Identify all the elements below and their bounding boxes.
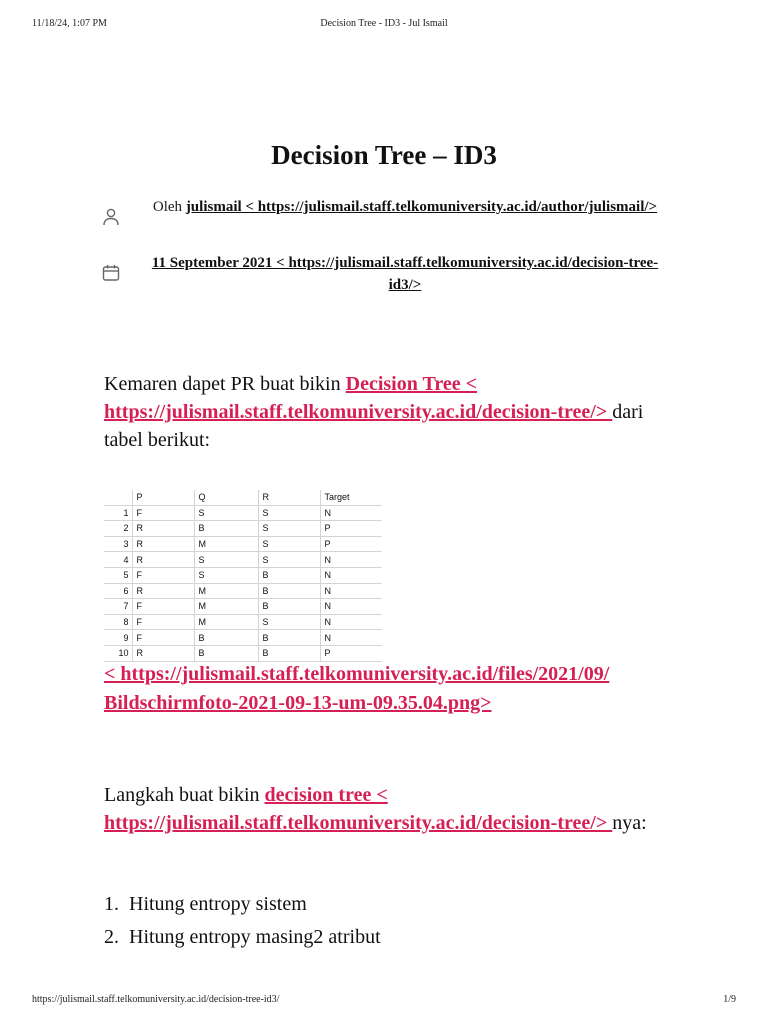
table-cell: B bbox=[194, 630, 258, 646]
step-text: Hitung entropy masing2 atribut bbox=[129, 926, 381, 948]
table-cell: B bbox=[258, 583, 320, 599]
table-row bbox=[104, 505, 382, 521]
table-cell: F bbox=[132, 599, 194, 615]
table-row bbox=[104, 599, 382, 615]
table-cell: S bbox=[258, 536, 320, 552]
data-table bbox=[104, 490, 382, 662]
table-cell: 8 bbox=[104, 614, 132, 630]
table-cell: R bbox=[132, 536, 194, 552]
table-cell: B bbox=[258, 567, 320, 583]
step-number: 2. bbox=[104, 926, 119, 948]
table-cell: S bbox=[194, 505, 258, 521]
table-cell: S bbox=[258, 614, 320, 630]
date-link[interactable]: 11 September 2021 < https://julismail.staff.telkomuniversity.ac.id/decision-tree-id3/> bbox=[151, 255, 659, 293]
table-cell: N bbox=[320, 505, 382, 521]
table-cell: 6 bbox=[104, 583, 132, 599]
table-header-cell: Q bbox=[194, 490, 258, 505]
table-cell: R bbox=[132, 521, 194, 537]
table-cell: B bbox=[258, 599, 320, 615]
print-datetime: 11/18/24, 1:07 PM bbox=[32, 18, 107, 29]
table-cell: 1 bbox=[104, 505, 132, 521]
author-meta bbox=[100, 196, 670, 218]
table-cell: F bbox=[132, 614, 194, 630]
print-page-number: 1/9 bbox=[723, 994, 736, 1005]
table-cell: M bbox=[194, 536, 258, 552]
table-cell: S bbox=[258, 552, 320, 568]
step-number: 1. bbox=[104, 893, 119, 915]
table-cell: M bbox=[194, 614, 258, 630]
table-cell: N bbox=[320, 552, 382, 568]
table-cell: 10 bbox=[104, 645, 132, 661]
post-title: Decision Tree – ID3 bbox=[271, 140, 497, 170]
table-row bbox=[104, 521, 382, 537]
table-cell: N bbox=[320, 614, 382, 630]
table-cell: M bbox=[194, 599, 258, 615]
steps-text-after: nya: bbox=[612, 812, 647, 834]
table-header-row bbox=[104, 490, 382, 505]
table-cell: R bbox=[132, 645, 194, 661]
print-footer bbox=[32, 994, 736, 1008]
table-cell: S bbox=[194, 552, 258, 568]
steps-list bbox=[104, 888, 664, 954]
intro-paragraph bbox=[104, 370, 664, 454]
table-cell: 7 bbox=[104, 599, 132, 615]
table-row bbox=[104, 645, 382, 661]
table-header-cell: Target bbox=[320, 490, 382, 505]
steps-intro-paragraph bbox=[104, 781, 664, 837]
list-item bbox=[104, 888, 664, 921]
table-cell: N bbox=[320, 630, 382, 646]
table-cell: P bbox=[320, 536, 382, 552]
table-row bbox=[104, 567, 382, 583]
table-cell: B bbox=[194, 521, 258, 537]
print-url: https://julismail.staff.telkomuniversity.ac.id/decision-tree-id3/ bbox=[32, 994, 280, 1005]
table-header-cell: R bbox=[258, 490, 320, 505]
image-file-link[interactable]: < https://julismail.staff.telkomuniversity.ac.id/files/2021/09/ Bildschirmfoto-2021-09-13-um-09.35.04.png> bbox=[104, 663, 610, 714]
step-text: Hitung entropy sistem bbox=[129, 893, 307, 915]
table-cell: 3 bbox=[104, 536, 132, 552]
table-cell: B bbox=[194, 645, 258, 661]
table-cell: F bbox=[132, 630, 194, 646]
data-table-image bbox=[104, 490, 382, 662]
author-link[interactable]: julismail < https://julismail.staff.telkomuniversity.ac.id/author/julismail/> bbox=[185, 199, 658, 215]
date-meta bbox=[100, 252, 670, 296]
image-link-paragraph bbox=[104, 660, 704, 718]
table-row bbox=[104, 583, 382, 599]
intro-text-after: dari tabel berikut: bbox=[104, 401, 644, 451]
author-prefix: Oleh bbox=[152, 199, 186, 215]
table-cell: B bbox=[258, 645, 320, 661]
table-header-cell: P bbox=[132, 490, 194, 505]
list-item bbox=[104, 921, 664, 954]
table-cell: 4 bbox=[104, 552, 132, 568]
table-row bbox=[104, 536, 382, 552]
table-row bbox=[104, 552, 382, 568]
table-cell: F bbox=[132, 567, 194, 583]
table-row bbox=[104, 630, 382, 646]
table-cell: 5 bbox=[104, 567, 132, 583]
table-cell: S bbox=[258, 521, 320, 537]
table-cell: R bbox=[132, 552, 194, 568]
intro-text-before: Kemaren dapet PR buat bikin bbox=[104, 373, 346, 395]
table-cell: S bbox=[258, 505, 320, 521]
table-cell: P bbox=[320, 521, 382, 537]
table-row bbox=[104, 614, 382, 630]
decision-tree-link[interactable]: Decision Tree < https://julismail.staff.telkomuniversity.ac.id/decision-tree/> bbox=[104, 373, 613, 423]
table-header-cell bbox=[104, 490, 132, 505]
steps-text-before: Langkah buat bikin bbox=[104, 784, 265, 806]
table-cell: S bbox=[194, 567, 258, 583]
table-cell: N bbox=[320, 567, 382, 583]
table-cell: F bbox=[132, 505, 194, 521]
table-cell: 2 bbox=[104, 521, 132, 537]
table-cell: N bbox=[320, 583, 382, 599]
table-cell: P bbox=[320, 645, 382, 661]
table-cell: M bbox=[194, 583, 258, 599]
calendar-icon bbox=[100, 262, 122, 284]
table-cell: 9 bbox=[104, 630, 132, 646]
decision-tree-link-2[interactable]: decision tree < https://julismail.staff.telkomuniversity.ac.id/decision-tree/> bbox=[104, 784, 613, 834]
table-cell: R bbox=[132, 583, 194, 599]
print-page-title: Decision Tree - ID3 - Jul Ismail bbox=[320, 18, 448, 29]
table-cell: B bbox=[258, 630, 320, 646]
print-header bbox=[32, 18, 736, 32]
user-icon bbox=[100, 206, 122, 228]
table-cell: N bbox=[320, 599, 382, 615]
